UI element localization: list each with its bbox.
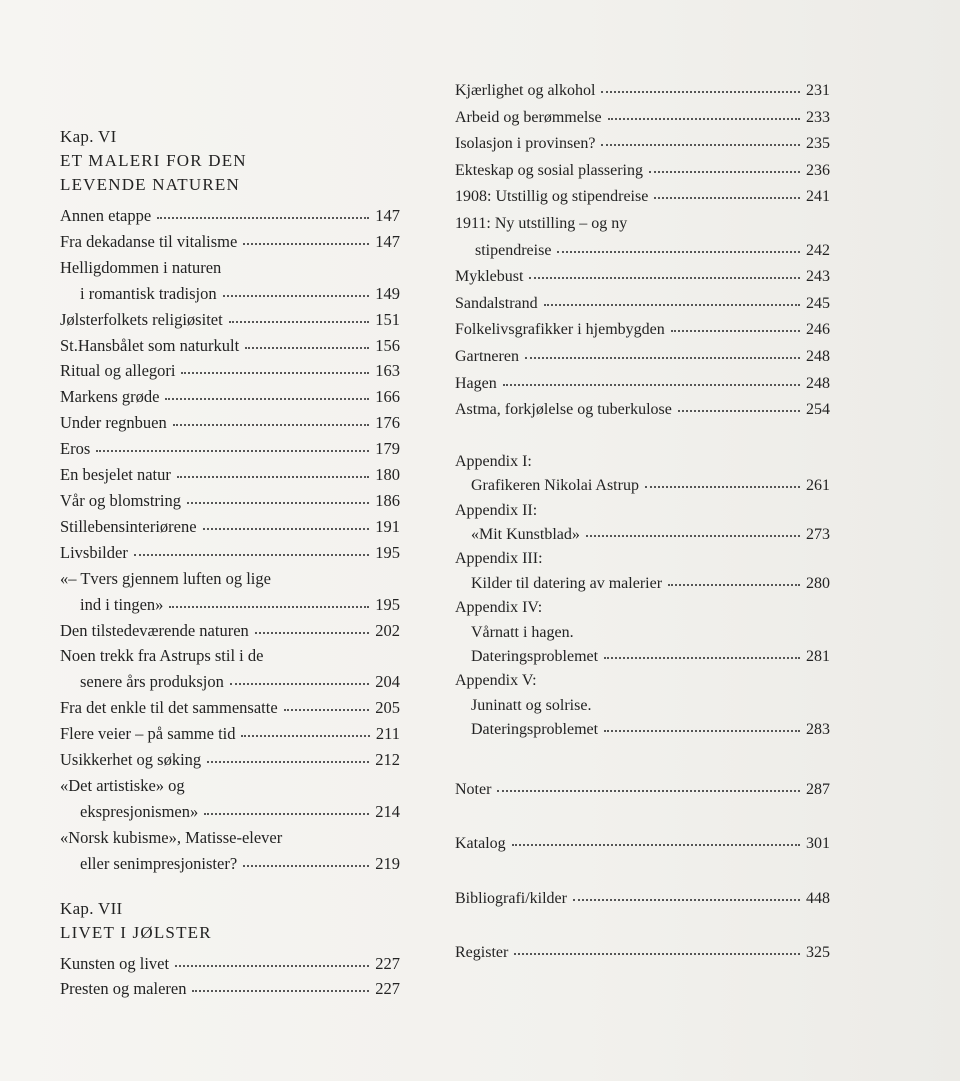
page-number: 233 (806, 108, 830, 126)
appendix-subtitle: Vårnatt i hagen. (471, 623, 574, 641)
entry-title: Hagen (455, 374, 497, 392)
dot-leader (573, 898, 800, 901)
dot-leader (96, 449, 369, 452)
toc-entry-line: Noen trekk fra Astrups stil i de (60, 646, 264, 666)
page-number: 248 (806, 347, 830, 365)
page-number: 156 (375, 335, 400, 355)
entry-title: Grafikeren Nikolai Astrup (471, 477, 639, 495)
entry-title: Eros (60, 439, 91, 459)
entry-title: i romantisk tradisjon (80, 283, 217, 303)
entry-title: Ekteskap og sosial plassering (455, 161, 643, 179)
entry-title: Stillebensinteriørene (60, 516, 197, 536)
back-matter-entry (455, 886, 830, 913)
dot-leader (668, 583, 800, 586)
entry-title: Arbeid og berømmelse (455, 108, 602, 126)
dot-leader (203, 527, 370, 530)
dot-leader (169, 605, 369, 608)
entry-title: En besjelet natur (60, 465, 171, 485)
dot-leader (157, 216, 369, 219)
page-number: 212 (375, 750, 400, 770)
page-number: 283 (806, 721, 830, 739)
dot-leader (187, 501, 369, 504)
page-number: 227 (375, 979, 400, 999)
dot-leader (207, 760, 369, 763)
dot-leader (177, 475, 369, 478)
toc-entry (455, 105, 830, 132)
appendix-label: Appendix V: (455, 672, 537, 690)
toc-entry (60, 976, 400, 1002)
right-column (455, 78, 830, 995)
toc-entry (60, 951, 400, 977)
page-number: 186 (375, 490, 400, 510)
page-number: 243 (806, 268, 830, 286)
toc-entry (455, 474, 830, 498)
entry-title: Markens grøde (60, 387, 160, 407)
chapter-6-title-line1: ET MALERI FOR DEN (60, 151, 247, 170)
toc-entry (60, 747, 400, 773)
entry-title: stipendreise (475, 241, 552, 259)
toc-entry (60, 307, 400, 333)
dot-leader (654, 196, 800, 199)
toc-entry (455, 78, 830, 105)
entry-title: Vår og blomstring (60, 490, 181, 510)
dot-leader (204, 812, 369, 815)
entry-title: Sandalstrand (455, 294, 538, 312)
appendix-label: Appendix III: (455, 550, 543, 568)
chapter-7-entries (60, 951, 400, 1003)
toc-entry (455, 317, 830, 344)
entry-title: ekspresjonismen» (80, 801, 199, 821)
entry-title: Dateringsproblemet (471, 721, 599, 739)
appendix-list (455, 450, 830, 743)
dot-leader (678, 409, 800, 412)
toc-entry (60, 669, 400, 695)
appendix-label: Appendix II: (455, 501, 538, 519)
entry-title: Fra dekadanse til vitalisme (60, 231, 238, 251)
dot-leader (512, 843, 800, 846)
dot-leader (243, 864, 369, 867)
toc-entry-line: «Det artistiske» og (60, 775, 185, 795)
page-number: 248 (806, 374, 830, 392)
entry-title: Dateringsproblemet (471, 647, 599, 665)
dot-leader (497, 789, 800, 792)
entry-title: Livsbilder (60, 542, 128, 562)
page-number: 241 (806, 188, 830, 206)
toc-entry-line: Helligdommen i naturen (60, 257, 222, 277)
dot-leader (230, 682, 369, 685)
toc-entry (60, 358, 400, 384)
toc-entry-line: «Norsk kubisme», Matisse-elever (60, 827, 283, 847)
toc-entry (455, 645, 830, 669)
chapter-7-continued-entries (455, 78, 830, 424)
page-number: 147 (375, 231, 400, 251)
entry-title: Kunsten og livet (60, 953, 170, 973)
entry-title: Bibliografi/kilder (455, 889, 567, 907)
toc-entry (60, 592, 400, 618)
page-number: 147 (375, 206, 400, 225)
page-number: 219 (375, 853, 400, 873)
dot-leader (557, 250, 800, 253)
toc-entry (455, 718, 830, 742)
entry-title: ind i tingen» (80, 594, 164, 614)
toc-entry (455, 344, 830, 371)
page-number: 179 (375, 439, 400, 459)
entry-title: Jølsterfolkets religiøsitet (60, 309, 223, 329)
page-number: 236 (806, 161, 830, 179)
page-number: 325 (806, 944, 830, 962)
page-number: 191 (375, 516, 400, 536)
toc-entry (60, 410, 400, 436)
dot-leader (514, 952, 800, 955)
dot-leader (181, 371, 369, 374)
page-number: 280 (806, 574, 830, 592)
back-matter-entry (455, 777, 830, 804)
toc-entry (455, 264, 830, 291)
dot-leader (173, 423, 369, 426)
toc-entry (60, 462, 400, 488)
toc-entry-line: 1911: Ny utstilling – og ny (455, 214, 628, 232)
page-number: 195 (375, 594, 400, 614)
chapter-7-title: LIVET I JØLSTER (60, 922, 212, 942)
toc-entry (455, 572, 830, 596)
page-number: 254 (806, 401, 830, 419)
chapter-7-label: Kap. VII (60, 898, 123, 918)
page-number: 235 (806, 135, 830, 153)
page-number: 180 (375, 465, 400, 485)
back-matter-entry (455, 831, 830, 858)
dot-leader (255, 631, 369, 634)
toc-entry (60, 436, 400, 462)
entry-title: St.Hansbålet som naturkult (60, 335, 240, 355)
entry-title: Register (455, 944, 509, 962)
dot-leader (671, 329, 800, 332)
entry-title: 1908: Utstillig og stipendreise (455, 188, 649, 206)
dot-leader (243, 242, 369, 245)
dot-leader (241, 734, 369, 737)
page-number: 214 (375, 801, 400, 821)
toc-entry (60, 333, 400, 359)
toc-entry (60, 281, 400, 307)
dot-leader (586, 534, 800, 537)
dot-leader (604, 729, 800, 732)
toc-entry (455, 131, 830, 158)
dot-leader (229, 320, 370, 323)
dot-leader (165, 397, 369, 400)
toc-entry (60, 203, 400, 229)
dot-leader (649, 170, 800, 173)
entry-title: Kjærlighet og alkohol (455, 82, 596, 99)
toc-entry (455, 291, 830, 318)
chapter-6-entries (60, 203, 400, 877)
dot-leader (544, 303, 800, 306)
page-number: 281 (806, 647, 830, 665)
entry-title: Astma, forkjølelse og tuberkulose (455, 401, 672, 419)
toc-entry (60, 540, 400, 566)
toc-entry (60, 721, 400, 747)
appendix-subtitle: Juninatt og solrise. (471, 696, 592, 714)
toc-entry (455, 184, 830, 211)
entry-title: Myklebust (455, 268, 524, 286)
dot-leader (284, 708, 370, 711)
page-number: 176 (375, 413, 400, 433)
dot-leader (223, 294, 370, 297)
entry-title: Katalog (455, 835, 506, 853)
entry-title: Isolasjon i provinsen? (455, 135, 596, 153)
page-number: 242 (806, 241, 830, 259)
chapter-6-label: Kap. VI (60, 127, 117, 146)
dot-leader (134, 553, 369, 556)
toc-entry (60, 229, 400, 255)
page-number: 166 (375, 387, 400, 407)
page-number: 245 (806, 294, 830, 312)
page-number: 287 (806, 780, 830, 798)
entry-title: eller senimpresjonister? (80, 853, 238, 873)
appendix-label: Appendix I: (455, 452, 532, 470)
toc-entry (60, 384, 400, 410)
toc-entry (455, 371, 830, 398)
dot-leader (175, 964, 369, 967)
dot-leader (601, 143, 800, 146)
page-number: 448 (806, 889, 830, 907)
page-number: 151 (375, 309, 400, 329)
toc-entry (60, 851, 400, 877)
toc-entry (455, 397, 830, 424)
left-column (60, 125, 400, 1002)
toc-entry (60, 799, 400, 825)
page-number: 301 (806, 835, 830, 853)
entry-title: Gartneren (455, 347, 519, 365)
page-number: 202 (375, 620, 400, 640)
dot-leader (604, 656, 800, 659)
entry-title: Folkelivsgrafikker i hjembygden (455, 321, 665, 339)
page-number: 149 (375, 283, 400, 303)
entry-title: Presten og maleren (60, 979, 187, 999)
entry-title: Flere veier – på samme tid (60, 724, 236, 744)
entry-title: Usikkerhet og søking (60, 750, 202, 770)
dot-leader (192, 989, 369, 992)
dot-leader (245, 346, 369, 349)
entry-title: Fra det enkle til det sammensatte (60, 698, 278, 718)
page-number: 227 (375, 953, 400, 973)
dot-leader (529, 276, 800, 279)
toc-entry (455, 238, 830, 265)
entry-title: Noter (455, 780, 492, 798)
toc-entry-line: «– Tvers gjennem luften og lige (60, 568, 271, 588)
toc-entry (60, 695, 400, 721)
toc-entry (455, 158, 830, 185)
entry-title: Den tilstedeværende naturen (60, 620, 249, 640)
toc-entry (60, 618, 400, 644)
entry-title: senere års produksjon (80, 672, 224, 692)
toc-entry (60, 514, 400, 540)
toc-entry (455, 523, 830, 547)
dot-leader (601, 90, 800, 93)
page-number: 211 (375, 724, 400, 744)
appendix-label: Appendix IV: (455, 599, 543, 617)
dot-leader (645, 485, 800, 488)
toc-entry (60, 488, 400, 514)
dot-leader (503, 383, 800, 386)
entry-title: Under regnbuen (60, 413, 167, 433)
page-number: 273 (806, 525, 830, 543)
page-number: 204 (375, 672, 400, 692)
entry-title: Annen etappe (60, 206, 152, 225)
page-number: 231 (806, 82, 830, 99)
dot-leader (608, 117, 800, 120)
back-matter-entry (455, 940, 830, 967)
page-number: 205 (375, 698, 400, 718)
entry-title: Kilder til datering av malerier (471, 574, 663, 592)
entry-title: Ritual og allegori (60, 361, 176, 381)
chapter-6-title-line2: LEVENDE NATUREN (60, 175, 240, 194)
page-number: 195 (375, 542, 400, 562)
back-matter-list (455, 777, 830, 967)
dot-leader (525, 356, 800, 359)
page-number: 261 (806, 477, 830, 495)
page-number: 163 (375, 361, 400, 381)
entry-title: «Mit Kunstblad» (471, 525, 580, 543)
page-number: 246 (806, 321, 830, 339)
